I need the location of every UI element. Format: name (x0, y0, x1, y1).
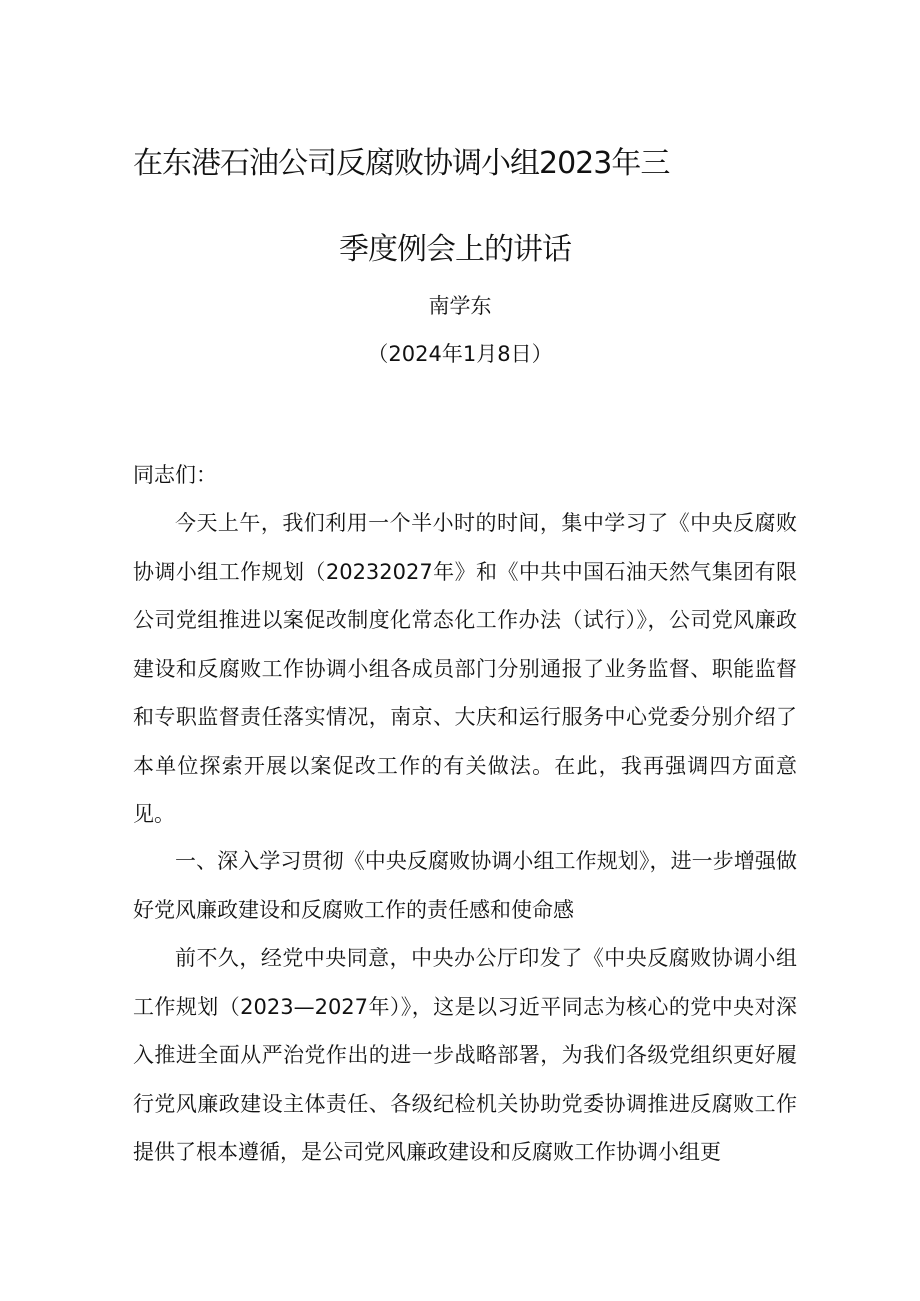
section-heading-1: 一、深入学习贯彻《中央反腐败协调小组工作规划》，进一步增强做好党风廉政建设和反腐败工作的责任感和使命感 (133, 849, 797, 922)
salutation: 同志们： (133, 463, 217, 487)
document-title-line-1: 在东港石油公司反腐败协调小组2023年三 (133, 146, 670, 181)
document-title-line-2: 季度例会上的讲话 (339, 232, 571, 267)
paragraph-intro: 今天上午，我们利用一个半小时的时间，集中学习了《中央反腐败协调小组工作规划（20232027年》和《中共中国石油天然气集团有限公司党组推进以案促改制度化常态化工作办法（试行）》，公司党风廉政建设和反腐败工作协调小组各成员部门分别通报了业务监督、职能监督和专职监督责任落实情况，南京、大庆和运行服务中心党委分别介绍了本单位探索开展以案促改工作的有关做法。在此，我再强调四方面意见。 (133, 511, 797, 826)
paragraph-section-1: 前不久，经党中央同意，中央办公厅印发了《中央反腐败协调小组工作规划（2023—2027年）》，这是以习近平同志为核心的党中央对深入推进全面从严治党作出的进一步战略部署，为我们各级党组织更好履行党风廉政建设主体责任、各级纪检机关协助党委协调推进反腐败工作提供了根本遵循，是公司党风廉政建设和反腐败工作协调小组更 (133, 946, 797, 1164)
document-author: 南学东 (428, 294, 492, 318)
document-date: （2024年1月8日） (367, 342, 553, 366)
